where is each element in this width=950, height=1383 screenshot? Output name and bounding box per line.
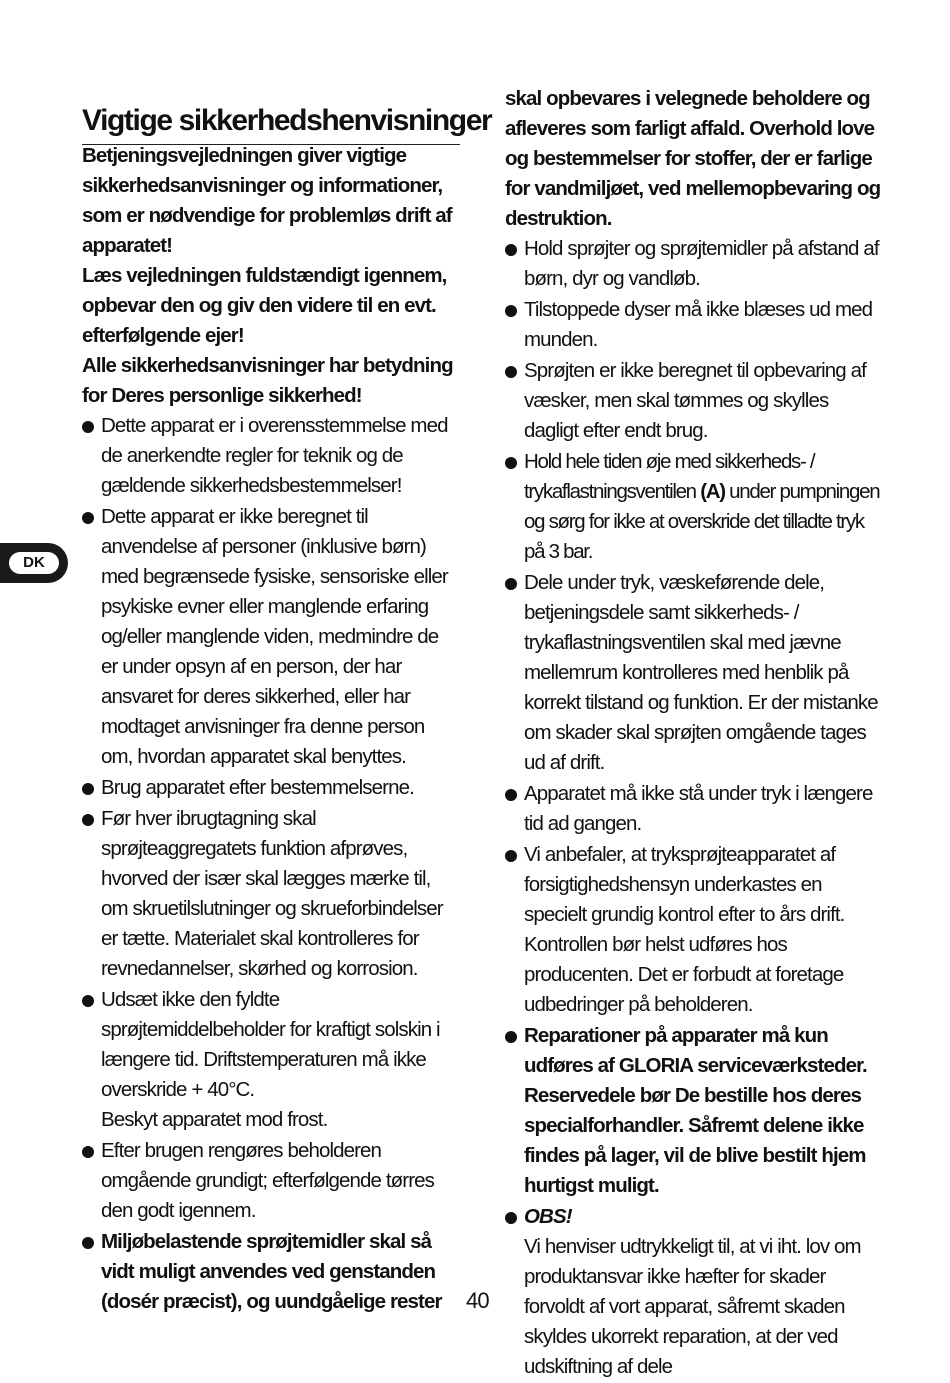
list-item <box>82 773 454 803</box>
right-column <box>505 84 881 1383</box>
obs-text: Vi henviser udtrykkeligt til, at vi iht. lov om produktansvar ikke hæfter for skader forvoldt af vort apparat, såfremt skaden skyldes ukorrekt reparation, at der ved udskiftning af dele <box>524 1235 861 1378</box>
list-item <box>82 411 454 501</box>
bullet-icon <box>505 1212 517 1224</box>
list-item-text: Vi anbefaler, at tryksprøjteapparatet af forsigtighedshensyn underkastes en specielt grundig kontrol efter to års drift. Kontrollen bør helst udføres hos producenten. Det er forbudt at foretage udbedringer på beholderen. <box>524 843 845 1016</box>
list-item <box>505 1202 881 1382</box>
list-item-text: Hold sprøjter og sprøjtemidler på afstand af børn, dyr og vandløb. <box>524 237 879 290</box>
list-item <box>505 568 881 778</box>
list-item <box>505 779 881 839</box>
list-item-text: Miljøbelastende sprøjtemidler skal så vidt muligt anvendes ved genstanden (dosér præcist), og uundgåelige rester <box>101 1230 442 1313</box>
page-title: Vigtige sikkerhedshenvisninger <box>82 104 460 145</box>
list-item-text: under pumpningen og sørg for ikke at overskride det tilladte tryk på 3 bar. <box>524 480 880 563</box>
bullet-icon <box>82 1146 94 1158</box>
page-number: 40 <box>466 1288 489 1313</box>
language-label: DK <box>9 552 59 574</box>
list-item <box>82 1227 454 1317</box>
language-tab <box>0 543 68 583</box>
list-item-text: Dele under tryk, væskeførende dele, betjeningsdele samt sikkerheds- / trykaflastningsventilen skal med jævne mellemrum kontrolleres med henblik på korrekt tilstand og funktion. Er der mistanke om skader skal sprøjten omgående tages ud af drift. <box>524 571 878 774</box>
list-item-text: Dette apparat er i overensstemmelse med de anerkendte regler for teknik og de gældende sikkerhedsbestemmelser! <box>101 414 448 497</box>
list-item <box>82 804 454 984</box>
safety-list <box>505 234 881 1382</box>
intro-paragraph: Betjeningsvejledningen giver vigtige sikkerhedsanvisninger og informationer, som er nødvendige for problemløs drift af apparatet! <box>82 144 452 257</box>
bullet-icon <box>505 366 517 378</box>
bullet-icon <box>505 789 517 801</box>
intro-paragraph: Læs vejledningen fuldstændigt igennem, opbevar den og giv den videre til en evt. efterfølgende ejer! <box>82 264 447 347</box>
intro-paragraph: Alle sikkerhedsanvisninger har betydning for Deres personlige sikkerhed! <box>82 354 453 407</box>
list-item-text: Brug apparatet efter bestemmelserne. <box>101 776 414 799</box>
list-item <box>505 295 881 355</box>
bullet-icon <box>82 814 94 826</box>
bullet-icon <box>505 1031 517 1043</box>
list-item <box>505 234 881 294</box>
list-item <box>82 985 454 1135</box>
list-item-text: Hold hele tiden øje med sikkerheds- / trykaflastningsventilen <box>524 450 815 503</box>
bullet-icon <box>505 457 517 469</box>
safety-list <box>82 411 454 1317</box>
bullet-icon <box>505 850 517 862</box>
bullet-icon <box>82 512 94 524</box>
bullet-icon <box>82 1237 94 1249</box>
list-item <box>505 356 881 446</box>
bullet-icon <box>82 995 94 1007</box>
list-item-text: Før hver ibrugtagning skal sprøjteaggregatets funktion afprøves, hvorved der især skal lægges mærke til, om skruetilslutninger og skrueforbindelser er tætte. Materialet skal kontrolleres for revnedannelser, skørhed og korrosion. <box>101 807 443 980</box>
list-item <box>82 502 454 772</box>
list-item <box>505 1021 881 1201</box>
continuation-paragraph: skal opbevares i velegnede beholdere og afleveres som farligt affald. Overhold love og bestemmelser for stoffer, der er farlige for vandmiljøet, ved mellemopbevaring og destruktion. <box>505 87 881 230</box>
left-column <box>82 141 454 1318</box>
list-item <box>505 840 881 1020</box>
list-item <box>505 447 881 567</box>
list-item-text: Reparationer på apparater må kun udføres af GLORIA serviceværksteder. Reservedele bør De bestille hos deres specialforhandler. Såfremt delene ikke findes på lager, vil de blive bestilt hjem hurtigst muligt. <box>524 1024 867 1197</box>
list-item-text: Efter brugen rengøres beholderen omgående grundigt; efterfølgende tørres den godt igennem. <box>101 1139 434 1222</box>
bullet-icon <box>505 244 517 256</box>
bullet-icon <box>505 578 517 590</box>
frost-note: Beskyt apparatet mod frost. <box>101 1108 328 1131</box>
list-item <box>82 1136 454 1226</box>
list-item-text: Apparatet må ikke stå under tryk i længere tid ad gangen. <box>524 782 873 835</box>
bullet-icon <box>505 305 517 317</box>
list-item-text: Sprøjten er ikke beregnet til opbevaring af væsker, men skal tømmes og skylles dagligt efter endt brug. <box>524 359 866 442</box>
obs-label: OBS! <box>524 1205 572 1228</box>
valve-marker: (A) <box>700 480 725 503</box>
list-item-text: Tilstoppede dyser må ikke blæses ud med munden. <box>524 298 873 351</box>
list-item-text: Udsæt ikke den fyldte sprøjtemiddelbeholder for kraftigt solskin i længere tid. Driftstemperaturen må ikke overskride + 40°C. <box>101 988 440 1101</box>
bullet-icon <box>82 421 94 433</box>
list-item-text: Dette apparat er ikke beregnet til anvendelse af personer (inklusive børn) med begrænsede fysiske, sensoriske eller psykiske evner eller manglende erfaring og/eller manglende viden, medmindre de er under opsyn af en person, der har ansvaret for deres sikkerhed, eller har modtaget anvisninger fra denne person om, hvordan apparatet skal benyttes. <box>101 505 448 768</box>
bullet-icon <box>82 783 94 795</box>
